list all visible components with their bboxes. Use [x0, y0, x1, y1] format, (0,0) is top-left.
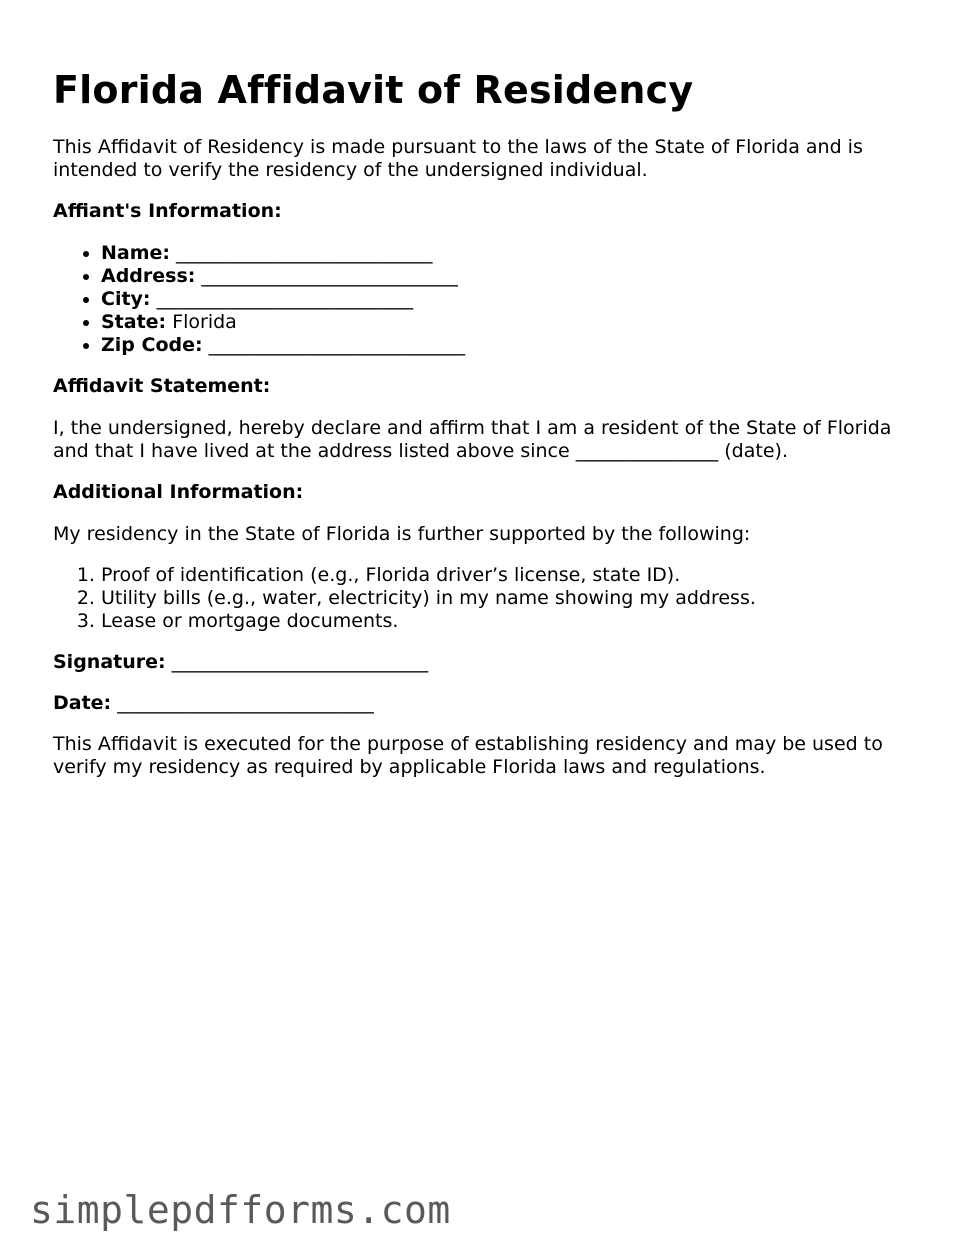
- signature-label: Signature:: [53, 651, 166, 673]
- affiant-info-list: [53, 242, 913, 357]
- field-zip-code-blank: ___________________________: [202, 334, 466, 356]
- field-state: [101, 311, 913, 334]
- supporting-documents-list: [53, 564, 913, 633]
- list-item: 2. Utility bills (e.g., water, electricity) in my name showing my address.: [101, 587, 913, 610]
- field-city-label: City:: [101, 288, 151, 310]
- date-label: Date:: [53, 692, 112, 714]
- field-state-value: Florida: [166, 311, 237, 333]
- signature-line: [53, 651, 913, 674]
- affiant-info-heading: Affiant's Information:: [53, 200, 282, 222]
- watermark-text: simplepdfforms.com: [30, 1188, 451, 1232]
- field-address-label: Address:: [101, 265, 196, 287]
- date-line: [53, 692, 913, 715]
- field-name: [101, 242, 913, 265]
- list-item: 1. Proof of identification (e.g., Florida driver’s license, state ID).: [101, 564, 913, 587]
- signature-blank: ___________________________: [165, 651, 429, 673]
- field-state-label: State:: [101, 311, 167, 333]
- document-title: Florida Affidavit of Residency: [53, 68, 694, 112]
- closing-paragraph: This Affidavit is executed for the purpose of establishing residency and may be used to verify my residency as required by applicable Florida laws and regulations.: [53, 733, 883, 778]
- field-address-blank: ___________________________: [195, 265, 458, 287]
- field-name-label: Name:: [101, 242, 171, 264]
- additional-info-intro: My residency in the State of Florida is further supported by the following:: [53, 523, 751, 545]
- affidavit-document: [53, 66, 913, 797]
- list-item: 3. Lease or mortgage documents.: [101, 610, 913, 633]
- field-zip-code: [101, 334, 913, 357]
- field-city-blank: ___________________________: [150, 288, 414, 310]
- affidavit-statement-text: I, the undersigned, hereby declare and affirm that I am a resident of the State of Florida and that I have lived at the address listed above since _______________ (date).: [53, 417, 892, 462]
- field-name-blank: ___________________________: [170, 242, 433, 264]
- intro-paragraph: This Affidavit of Residency is made pursuant to the laws of the State of Florida and is intended to verify the residency of the undersigned individual.: [53, 136, 863, 181]
- field-city: [101, 288, 913, 311]
- field-address: [101, 265, 913, 288]
- additional-info-heading: Additional Information:: [53, 481, 304, 503]
- affidavit-statement-heading: Affidavit Statement:: [53, 375, 271, 397]
- date-blank: ___________________________: [111, 692, 374, 714]
- field-zip-code-label: Zip Code:: [101, 334, 203, 356]
